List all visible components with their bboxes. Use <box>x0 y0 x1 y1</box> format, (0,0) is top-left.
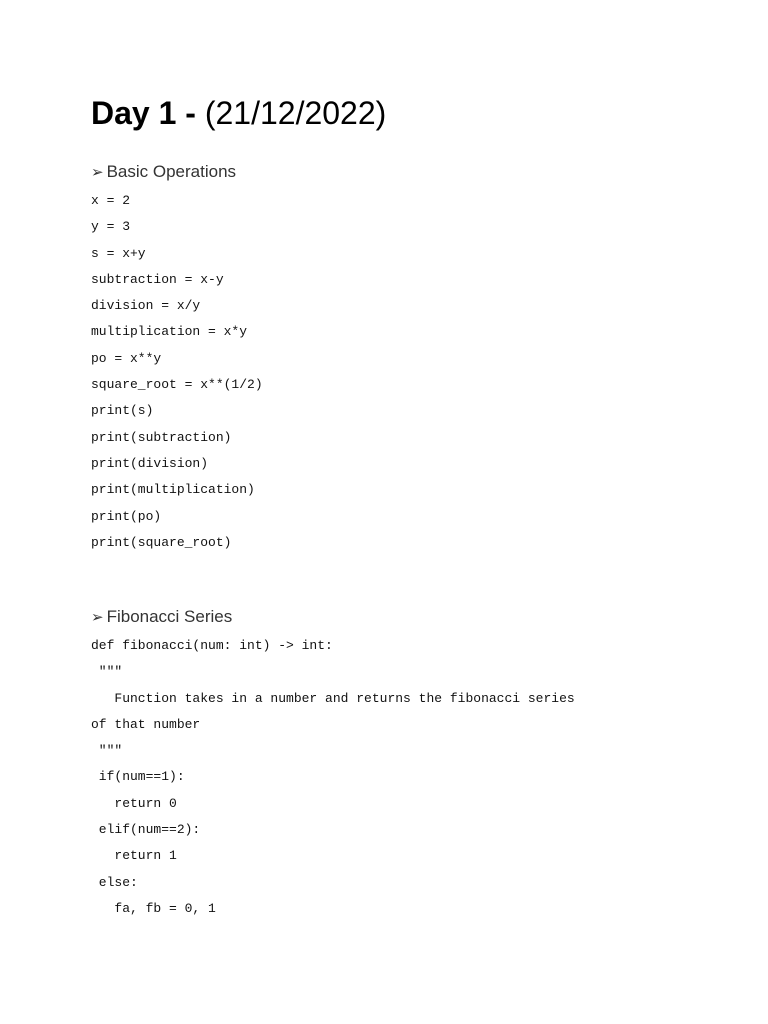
code-block-basic-operations <box>91 188 263 556</box>
code-line: fa, fb = 0, 1 <box>91 900 216 916</box>
code-block-fibonacci <box>91 633 575 922</box>
code-line: print(s) <box>91 403 154 419</box>
arrow-bullet-icon: ➢ <box>91 608 104 626</box>
code-line: of that number <box>91 716 201 732</box>
section-heading-text: Fibonacci Series <box>106 607 233 626</box>
code-line: return 0 <box>91 795 177 811</box>
code-line: division = x/y <box>91 298 201 314</box>
code-line: print(multiplication) <box>91 482 255 498</box>
code-line: elif(num==2): <box>91 822 201 838</box>
section-heading-basic-operations <box>91 161 236 183</box>
title-date: (21/12/2022) <box>204 95 387 131</box>
code-line: """ <box>91 664 123 680</box>
code-line: x = 2 <box>91 193 131 208</box>
code-line: Function takes in a number and returns the fibonacci series <box>91 690 575 706</box>
code-line: y = 3 <box>91 219 131 235</box>
code-line: print(square_root) <box>91 534 232 550</box>
arrow-bullet-icon: ➢ <box>91 163 104 181</box>
code-line: print(po) <box>91 508 162 524</box>
title-day: Day 1 - <box>91 95 196 131</box>
code-line: square_root = x**(1/2) <box>91 377 263 393</box>
section-heading-text: Basic Operations <box>106 162 237 181</box>
code-line: if(num==1): <box>91 769 185 785</box>
code-line: po = x**y <box>91 350 162 366</box>
code-line: """ <box>91 743 123 759</box>
code-line: def fibonacci(num: int) -> int: <box>91 638 333 653</box>
code-line: return 1 <box>91 848 177 864</box>
code-line: print(subtraction) <box>91 429 232 445</box>
code-line: s = x+y <box>91 245 146 261</box>
section-heading-fibonacci-series <box>91 606 232 628</box>
code-line: print(division) <box>91 455 209 471</box>
page-title <box>91 91 386 135</box>
code-line: else: <box>91 874 138 890</box>
code-line: multiplication = x*y <box>91 324 248 340</box>
code-line: subtraction = x-y <box>91 271 224 287</box>
